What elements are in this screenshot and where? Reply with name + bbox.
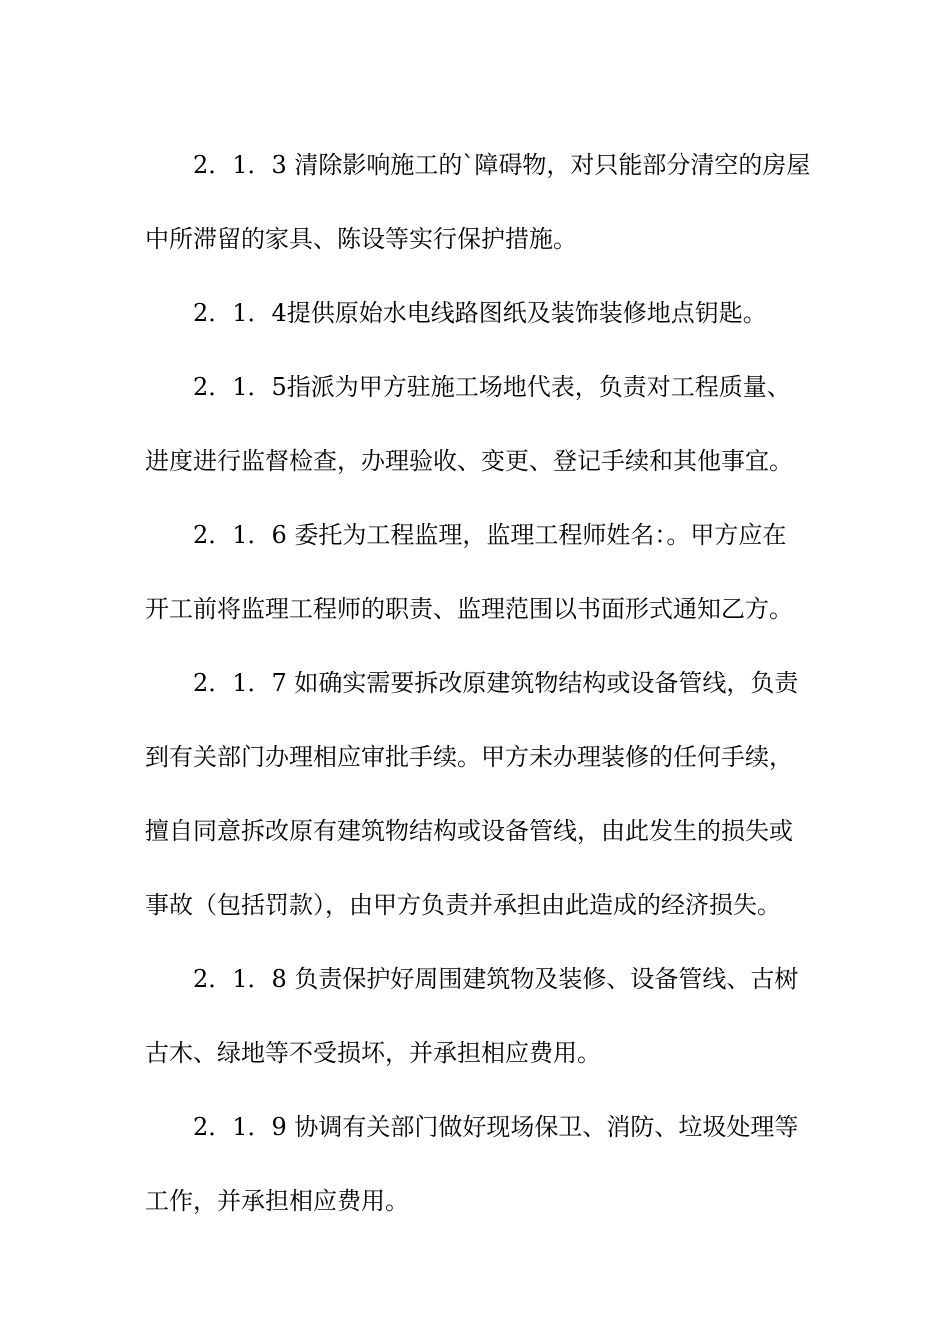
clause-2-1-5	[145, 350, 810, 498]
clause-2-1-6	[145, 498, 810, 646]
text-line: 2．1．8 负责保护好周围建筑物及装修、设备管线、古树	[193, 965, 799, 993]
text-line: 2．1．7 如确实需要拆改原建筑物结构或设备管线，负责	[193, 669, 799, 697]
text-line: 2．1．4提供原始水电线路图纸及装饰装修地点钥匙。	[193, 299, 767, 327]
clause-2-1-7	[145, 646, 810, 942]
text-line: 2．1．9 协调有关部门做好现场保卫、消防、垃圾处理等	[193, 1113, 799, 1141]
text-line: 古木、绿地等不受损坏，并承担相应费用。	[145, 1039, 601, 1067]
text-line: 事故（包括罚款），由甲方负责并承担由此造成的经济损失。	[145, 891, 781, 919]
text-line: 开工前将监理工程师的职责、监理范围以书面形式通知乙方。	[145, 595, 793, 623]
text-line: 工作，并承担相应费用。	[145, 1187, 409, 1215]
clause-2-1-8	[145, 942, 810, 1090]
text-line: 2．1．3 清除影响施工的`障碍物，对只能部分清空的房屋	[193, 151, 811, 179]
document-body	[145, 128, 810, 1238]
text-line: 到有关部门办理相应审批手续。甲方未办理装修的任何手续，	[145, 743, 793, 771]
text-line: 2．1．5指派为甲方驻施工场地代表，负责对工程质量、	[193, 373, 791, 401]
clause-2-1-9	[145, 1090, 810, 1238]
text-line: 2．1．6 委托为工程监理，监理工程师姓名：。甲方应在	[193, 521, 787, 549]
text-line: 擅自同意拆改原有建筑物结构或设备管线，由此发生的损失或	[145, 817, 793, 845]
clause-2-1-3	[145, 128, 810, 276]
clause-2-1-4	[145, 276, 810, 350]
text-line: 中所滞留的家具、陈设等实行保护措施。	[145, 225, 577, 253]
text-line: 进度进行监督检查，办理验收、变更、登记手续和其他事宜。	[145, 447, 793, 475]
